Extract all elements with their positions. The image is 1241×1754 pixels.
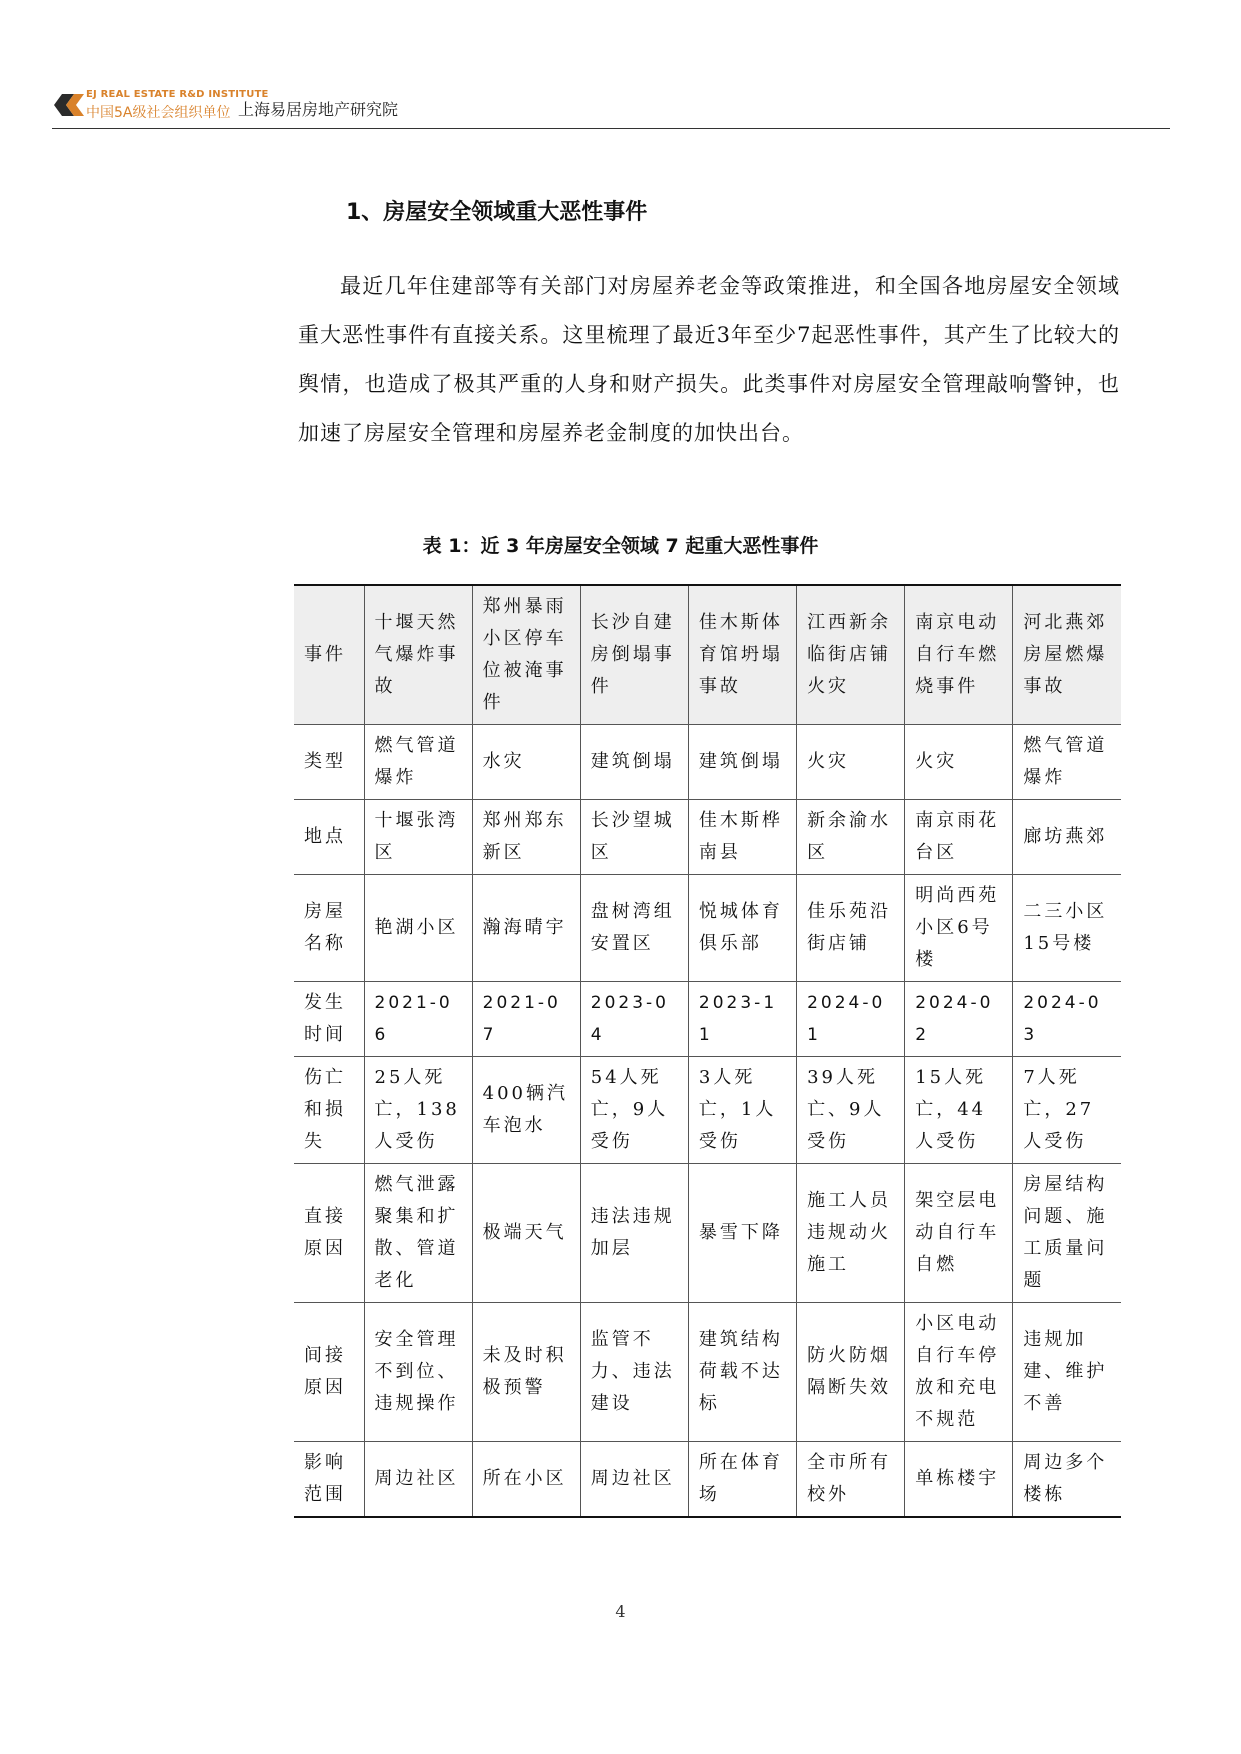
table-cell: 二三小区15号楼 [1013,875,1121,982]
table-cell: 佳木斯体育馆坍塌事故 [688,585,796,725]
table-cell: 房屋结构问题、施工质量问题 [1013,1164,1121,1303]
table-cell: 长沙望城区 [580,800,688,875]
table-cell: 2024-03 [1013,982,1121,1057]
table-row [294,725,1121,800]
table-row [294,585,1121,725]
table-cell: 架空层电动自行车自燃 [905,1164,1013,1303]
table-cell: 所在小区 [472,1442,580,1518]
table-cell: 郑州郑东新区 [472,800,580,875]
section-title: 1、房屋安全领域重大恶性事件 [346,200,648,225]
table-row [294,982,1121,1057]
table-row [294,1442,1121,1518]
table-cell: 佳木斯桦南县 [688,800,796,875]
table-cell: 未及时积极预警 [472,1303,580,1442]
table-cell: 明尚西苑小区6号楼 [905,875,1013,982]
table-cell: 2023-11 [688,982,796,1057]
table-cell: 江西新余临街店铺火灾 [797,585,905,725]
row-header: 间接原因 [304,1345,346,1398]
row-header: 伤亡和损失 [304,1067,346,1152]
table-cell: 2024-02 [905,982,1013,1057]
table-cell: 水灾 [472,725,580,800]
row-header: 地点 [304,826,346,847]
table-cell: 瀚海晴宇 [472,875,580,982]
table-cell: 十堰天然气爆炸事故 [364,585,472,725]
table-cell: 全市所有校外 [797,1442,905,1518]
events-table [294,584,1121,1518]
table-cell: 新余渝水区 [797,800,905,875]
table-cell: 郑州暴雨小区停车位被淹事件 [472,585,580,725]
table-cell: 2023-04 [580,982,688,1057]
table-cell: 南京电动自行车燃烧事件 [905,585,1013,725]
table-cell: 2021-06 [364,982,472,1057]
table-cell: 周边社区 [364,1442,472,1518]
table-cell: 长沙自建房倒塌事件 [580,585,688,725]
row-header: 发生时间 [304,992,346,1045]
table-cell: 火灾 [905,725,1013,800]
table-cell: 火灾 [797,725,905,800]
table-cell: 2021-07 [472,982,580,1057]
table-cell: 7人死亡，27人受伤 [1013,1057,1121,1164]
table-cell: 佳乐苑沿街店铺 [797,875,905,982]
table-cell: 建筑结构荷载不达标 [688,1303,796,1442]
body-paragraph: 最近几年住建部等有关部门对房屋养老金等政策推进，和全国各地房屋安全领域重大恶性事件有直接关系。这里梳理了最近3年至少7起恶性事件，其产生了比较大的舆情，也造成了极其严重的人身和财产损失。此类事件对房屋安全管理敲响警钟，也加速了房屋安全管理和房屋养老金制度的加快出台。 [298,274,1120,445]
table-caption: 表 1：近 3 年房屋安全领域 7 起重大恶性事件 [422,535,819,557]
row-header: 影响范围 [304,1452,346,1505]
row-header: 事件 [294,585,364,725]
logo-english-text: EJ REAL ESTATE R&D INSTITUTE [86,89,269,100]
table-cell: 防火防烟隔断失效 [797,1303,905,1442]
row-header: 类型 [304,751,346,772]
table-cell: 建筑倒塌 [580,725,688,800]
row-header: 直接原因 [304,1206,346,1259]
table-cell: 艳湖小区 [364,875,472,982]
table-cell: 小区电动自行车停放和充电不规范 [905,1303,1013,1442]
table-row [294,800,1121,875]
table-cell: 单栋楼宇 [905,1442,1013,1518]
table-cell: 39人死亡、9人受伤 [797,1057,905,1164]
table-cell: 15人死亡，44人受伤 [905,1057,1013,1164]
table-cell: 2024-01 [797,982,905,1057]
table-cell: 暴雪下降 [688,1164,796,1303]
table-cell: 燃气泄露聚集和扩散、管道老化 [364,1164,472,1303]
table-row [294,875,1121,982]
page-number: 4 [615,1602,626,1621]
table-cell: 盘树湾组安置区 [580,875,688,982]
logo-chinese-text: 中国5A级社会组织单位 [86,105,231,121]
table-cell: 廊坊燕郊 [1013,800,1121,875]
table-cell: 违规加建、维护不善 [1013,1303,1121,1442]
institute-name: 上海易居房地产研究院 [238,100,399,119]
table-cell: 南京雨花台区 [905,800,1013,875]
row-header: 房屋名称 [304,901,346,954]
table-cell: 安全管理不到位、违规操作 [364,1303,472,1442]
table-cell: 十堰张湾区 [364,800,472,875]
table-cell: 悦城体育俱乐部 [688,875,796,982]
table-cell: 河北燕郊房屋燃爆事故 [1013,585,1121,725]
table-cell: 54人死亡，9人受伤 [580,1057,688,1164]
table-cell: 25人死亡，138人受伤 [364,1057,472,1164]
institute-logo-icon [52,90,86,120]
page-header [52,86,1170,129]
table-cell: 周边社区 [580,1442,688,1518]
table-cell: 施工人员违规动火施工 [797,1164,905,1303]
table-cell: 监管不力、违法建设 [580,1303,688,1442]
table-cell: 建筑倒塌 [688,725,796,800]
table-cell: 极端天气 [472,1164,580,1303]
table-cell: 400辆汽车泡水 [472,1057,580,1164]
table-row [294,1057,1121,1164]
table-cell: 3人死亡，1人受伤 [688,1057,796,1164]
table-cell: 违法违规加层 [580,1164,688,1303]
table-row [294,1303,1121,1442]
table-cell: 燃气管道爆炸 [1013,725,1121,800]
table-cell: 所在体育场 [688,1442,796,1518]
table-row [294,1164,1121,1303]
table-cell: 燃气管道爆炸 [364,725,472,800]
table-cell: 周边多个楼栋 [1013,1442,1121,1518]
